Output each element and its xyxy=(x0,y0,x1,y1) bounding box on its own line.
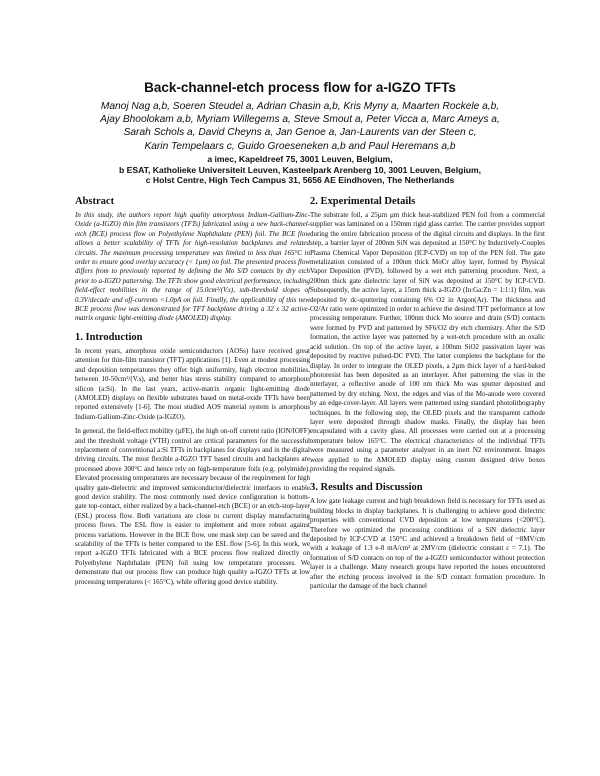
introduction-heading: 1. Introduction xyxy=(75,331,143,343)
affiliations xyxy=(60,154,540,186)
affiliation-c: c Holst Centre, High Tech Campus 31, 5656 AE Eindhoven, The Netherlands xyxy=(145,175,455,186)
author-list xyxy=(80,100,520,153)
introduction-paragraph-2: In general, the field-effect mobility (µFE), the high on-off current ratio (ION/IOFF) and the threshold voltage (VTH) control are critical parameters for the successful replacement of conventional a:Si TFTs in backplanes for displays and in the digital driving circuits. The most flexible a-IGZO TFT based circuits and backplanes are processed above 300°C and hence rely on high-temperature foils (e.g. polyimide). Elevated processing temperatures are necessary because of the requirement for high quality gate-dielectric and improved semiconductor/dielectric interfaces to enable good device stability. The most commonly used device configuration is bottom-gate top-contact, either realized by a back-channel-etch (BCE) or an etch-stop-layer (ESL) process flow. Both variations are close to current display manufacturing process flows. The ESL flow is easier to implement and more robust against process variations. However in the BCE flow, one mask step can be saved and the scalability of the TFTs is better compared to the ESL flow [5-6]. In this work, we report a-IGZO TFTs fabricated with a BCE process flow realized directly on Polyethylene Naphthalate (PEN) foil using low temperature processes. We demonstrate that our process flow can produce high quality a-IGZO TFTs at low processing temperatures (< 165°C), while offering good device stability. xyxy=(75,427,310,586)
results-text: A low gate leakage current and high breakdown field is necessary for TFTs used as building blocks in display backplanes. It is challenging to achieve good dielectric properties with conventional CVD deposition at low temperatures (<200°C). Therefore we optimized the processing conditions of a SiN dielectric layer deposited by ICP-CVD at 150°C and achieved a breakdown field of ~8MV/cm with a leakage of 1.3 e-8 mA/cm² at 2MV/cm (dielectric constant ε = 7.1). The formation of S/D contacts on top of the a-IGZO semiconductor without protection layer is a challenge. Many research groups have reported the issues encountered after the etching process involved in the S/D contact formation procedure. In particular the damage of the back channel xyxy=(310,497,545,591)
affiliation-a: a imec, Kapeldreef 75, 3001 Leuven, Belgium, xyxy=(207,154,393,164)
paper-title: Back-channel-etch process flow for a-IGZO TFTs xyxy=(144,80,456,95)
experimental-text: The substrate foil, a 25µm µm thick heat-stabilized PEN foil from a commercial supplier was laminated on a 150mm rigid glass carrier. The carrier provides support during the entire fabrication process of the digital circuits and displays. In the first step, a barrier layer of 200nm SiN was deposited at 150°C by Inductively-Couples Plasma Chemical Vapor Deposition (ICP-CVD) on top of the PEN foil. The gate metalization consisted of a 100nm thick MoCr alloy layer, formed by Physical Vapor Deposition (PVD), followed by a wet etch patterning procedure. Next, a 200nm thick gate dielectric layer of SiN was deposited at 150°C by ICP-CVD. Subsequently, the active layer, a 15nm thick a-IGZO (In:Ga:Zn = 1:1:1) film, was deposited by dc-sputtering containing 6% O2 in Argon(Ar). The thickness and O2/Ar ratio were optimized in order to achieve the desired TFT performance at low processing temperature. Further, 100nm thick Mo source and drain (S/D) contacts were formed by PVD and patterned by SF6/O2 dry etch chemistry. After the S/D formation, the active layer was patterned by a wet-etch procedure with an oxalic acid solution. On top of the active layer, a 100nm SiO2 passivation layer was deposited by reactive pulsed-DC PVD. The latter completes the backplane for the display. In order to integrate the OLED pixels, a 2µm thick layer of a hard-baked photoresist has been deposited as an interlayer. After patterning the vias in the interlayer, a reflective anode of 100 nm thick Mo was sputter deposited and patterned by dry etching. Next, the edges and vias of the Mo-anode were covered by an edge-cover-layer. All layers were patterned using standard photolithography techniques. In the following step, the OLED pixels and the transparent cathode layer were deposited through shadow masks. Finally, the display has been encapsulated with a cavity glass. All processes were carried out at a processing temperature below 165°C. The electrical characteristics of the individual TFTs were measured using a parameter analyser in an inert N2 environment. Images were applied to the AMOLED display using custom designed drive boxes providing the required signals. xyxy=(310,211,545,473)
abstract-text: In this study, the authors report high quality amorphous Indium-Gallium-Zinc-Oxide (a-IGZO) thin film transistors (TFTs) fabricated using a new back-channel-etch (BCE) process flow on Polyethylene Naphthalate (PEN) foil. The BCE flow allows a better scalability of TFTs for high-resolution backplanes and related circuits. The maximum processing temperature was limited to less than 165°C in order to ensure good overlay accuracy (< 1µm) on foil. The presented process flow differs from to previously reported by defining the Mo S/D contacts by dry etch prior to a-IGZO patterning. The TFTs show good electrical performance, including field-effect mobilities in the range of 15.0cm²/(V.s), sub-threshold slopes of 0.3V/decade and off-currents <1.0pA on foil. Finally, the applicability of this new BCE process flow was demonstrated for TFT backplane driving a 32 x 32 active-matrix organic light-emitting diode (AMOLED) display. xyxy=(75,211,310,323)
abstract-heading: Abstract xyxy=(75,196,115,207)
left-column xyxy=(75,196,310,587)
author-line-2: Ajay Bhoolokam a,b, Myriam Willegems a, Steve Smout a, Peter Vicca a, Marc Ameys a, xyxy=(100,114,500,126)
affiliation-b: b ESAT, Katholieke Universiteit Leuven, Kasteelpark Arenberg 10, 3001 Leuven, Belgium, xyxy=(118,164,481,175)
introduction-paragraph-1: In recent years, amorphous oxide semiconductors (AOSs) have received great attention for thin-film transistor (TFT) applications [1]. Even at modest processing and deposition temperatures they offer high uniformity, high electron mobilities, between 10-50cm²/(V.s), and better bias stress stability compared to amorphous silicon (a:Si). In the last years, active-matrix organic light-emitting diode (AMOLED) displays on flexible substrates based on metal-oxide TFTs have been reported extensively [1-6]. The most studied AOS material system is amorphous Indium-Gallium-Zinc-Oxide (a-IGZO). xyxy=(75,346,310,421)
results-heading: 3. Results and Discussion xyxy=(310,482,423,494)
experimental-heading: 2. Experimental Details xyxy=(310,196,416,207)
author-line-1: Manoj Nag a,b, Soeren Steudel a, Adrian Chasin a,b, Kris Myny a, Maarten Rockele a,b, xyxy=(100,101,500,112)
author-line-4: Karin Tempelaars c, Guido Groeseneken a,b and Paul Heremans a,b xyxy=(144,140,456,152)
author-line-3: Sarah Schols a, David Cheyns a, Jan Genoe a, Jan-Laurents van der Steen c, xyxy=(123,127,477,139)
right-column xyxy=(310,196,545,591)
